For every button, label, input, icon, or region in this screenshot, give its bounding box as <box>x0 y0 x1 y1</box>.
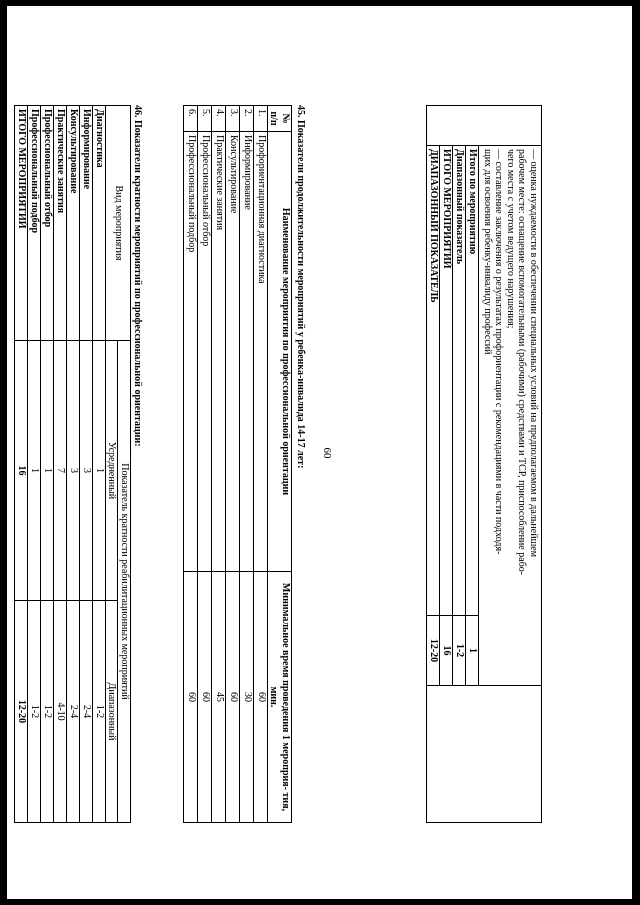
activity-description <box>479 145 542 685</box>
row-name: Практические занятия <box>54 105 67 340</box>
table-row <box>212 105 226 822</box>
row-time: 60 <box>184 571 198 822</box>
header-average: Усредненный <box>106 340 119 600</box>
row-name: Диагностика <box>93 105 106 340</box>
table-row <box>254 105 268 822</box>
row-name: Профориентационная диагностика <box>254 131 268 571</box>
table-row <box>41 105 54 822</box>
row-name: Консультирование <box>67 105 80 340</box>
row-range: 2-4 <box>67 600 80 822</box>
row-name: Практические занятия <box>212 131 226 571</box>
header-min-time: Минимальное время проведения 1 мероприя- тия, мин. <box>268 571 292 822</box>
table-row <box>240 105 254 822</box>
row-average: 3 <box>67 340 80 600</box>
row-time: 45 <box>212 571 226 822</box>
row-range: 4-10 <box>54 600 67 822</box>
empty-cell <box>427 685 542 822</box>
header-number: № п/п <box>268 105 292 131</box>
row-number: 2. <box>240 105 254 131</box>
row-number: 1. <box>254 105 268 131</box>
table-row <box>54 105 67 822</box>
row-name: Профессиональный подбор <box>184 131 198 571</box>
row-range: 1-2 <box>41 600 54 822</box>
header-range: Диапазонный <box>106 600 119 822</box>
table-row <box>198 105 212 822</box>
row-name: Информирование <box>80 105 93 340</box>
section-46-title: 46. Показатели кратности мероприятий по профессиональной ориентации: <box>132 104 143 447</box>
row-number: 6. <box>184 105 198 131</box>
table-row <box>80 105 93 822</box>
table-row <box>67 105 80 822</box>
header-activity-kind: Вид мероприятия <box>106 105 131 340</box>
row-number: 3. <box>226 105 240 131</box>
total-range: 12-20 <box>15 600 28 822</box>
row-name: Профессиональный отбор <box>198 131 212 571</box>
duration-table <box>183 105 292 823</box>
total-label: ИТОГО МЕРОПРИЯТИЙ <box>15 105 28 340</box>
row-average: 1 <box>41 340 54 600</box>
row-average: 1 <box>93 340 106 600</box>
row-label: Диапазонный показатель <box>453 145 466 615</box>
desc-line: чего места с учетом ведущего нарушения; <box>505 148 516 328</box>
row-time: 60 <box>198 571 212 822</box>
row-label: Итого по мероприятию <box>466 145 479 615</box>
rotated-page <box>16 53 590 853</box>
row-value: 1-2 <box>453 615 466 685</box>
table-row <box>184 105 198 822</box>
row-range: 1-2 <box>28 600 41 822</box>
row-name: Профессиональный отбор <box>41 105 54 340</box>
frequency-table <box>14 105 131 823</box>
row-number: 5. <box>198 105 212 131</box>
row-value: 12-20 <box>427 615 440 685</box>
table-row <box>226 105 240 822</box>
desc-line: щих для освоения ребенку-инвалиду профессий <box>482 148 493 355</box>
row-average: 3 <box>80 340 93 600</box>
row-label: ИТОГО МЕРОПРИЯТИЙ <box>440 145 453 615</box>
desc-line: рабочем месте: оснащение вспомогательными (рабочими) средствами и ТСР, приспособление рабо- <box>516 148 528 575</box>
row-time: 60 <box>226 571 240 822</box>
desc-line: — составление заключения о результатах профориентации с рекомендациями в части подходя- <box>493 148 505 554</box>
header-activity-name: Наименование мероприятия по профессиональной ориентации <box>268 131 292 571</box>
row-name: Консультирование <box>226 131 240 571</box>
row-label: ДИАПАЗОННЫЙ ПОКАЗАТЕЛЬ <box>427 145 440 615</box>
table-row <box>93 105 106 822</box>
row-range: 1-2 <box>93 600 106 822</box>
section-45-title: 45. Показатели продолжительности мероприятий у ребенка-инвалида 14-17 лет: <box>295 104 306 468</box>
row-number: 4. <box>212 105 226 131</box>
continuation-table <box>427 105 543 823</box>
row-name: Профессиональный подбор <box>28 105 41 340</box>
row-value: 1 <box>466 615 479 685</box>
table-row <box>28 105 41 822</box>
row-average: 1 <box>28 340 41 600</box>
total-row <box>15 105 28 822</box>
row-range: 2-4 <box>80 600 93 822</box>
empty-cell <box>427 105 542 145</box>
row-average: 7 <box>54 340 67 600</box>
row-value: 16 <box>440 615 453 685</box>
row-name: Информирование <box>240 131 254 571</box>
row-time: 60 <box>254 571 268 822</box>
desc-line: — оценка нуждаемости в обеспечении специальных условий на предполагаемом в дальнейшем <box>528 148 539 557</box>
header-frequency-group: Показатель кратности реабилитационных мероприятий <box>118 340 131 822</box>
row-time: 30 <box>240 571 254 822</box>
page-number: 60 <box>321 447 333 458</box>
total-average: 16 <box>15 340 28 600</box>
